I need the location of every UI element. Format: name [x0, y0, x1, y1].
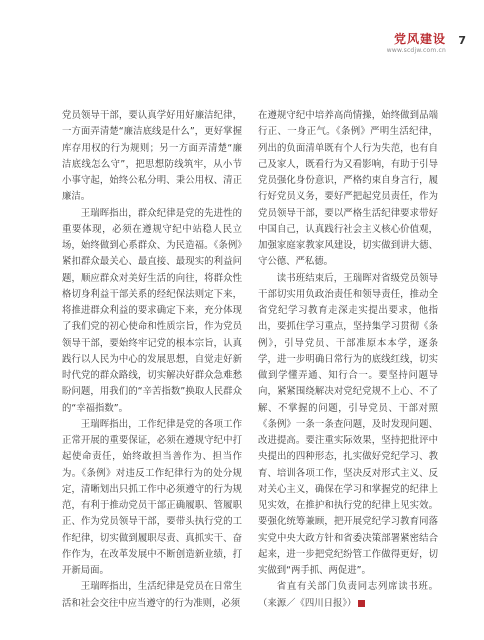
- left-column: [62, 108, 242, 612]
- paragraph: 读书班结束后，王瑞晖对省级党员领导干部切实用负政治责任和领导责任，推动全省党纪学习教育走深走实提出要求，他指出，要抓住学习重点，坚持集学习贯彻《条例》，引导党员、干部准原本本学，逐条学，进一步明确日常行为的底线红线，切实做到学懂弄通、知行合一。要坚持问题导向，紧紧围绕解决对党纪党规不上心、不了解、不掌握的问题，引导党员、干部对照《条例》一条一条查问题，及时发现问题、改进提高。要注重实际效果，坚持把批评中央提出的四种形态，扎实做好党纪学习、教育、培训各项工作，坚决反对形式主义、反对关心主义，确保在学习和掌握党的纪律上见实效，在推护和执行党的纪律上见实效。要强化统筹兼顾，把开展党纪学习教育同落实党中央大政方针和省委决策部署紧密结合起来，进一步把党纪纷管工作做得更好，切实做到“两手抓、两促进”。: [258, 272, 438, 576]
- end-mark-icon: [358, 600, 365, 607]
- magazine-url: www.scdjw.com.cn: [386, 47, 446, 54]
- paragraph: 党员领导干部，要认真学好用好廉洁纪律，一方面弄清楚“廉洁底线是什么”，更好掌握库存用权的行为规则；另一方面弄清楚“廉洁底线怎么守”，把思想防线筑牢，从小节小事守起，始终公私分明、秉公用权、清正廉洁。: [62, 110, 242, 203]
- page-number: 7: [458, 34, 466, 47]
- paragraph: 王瑞晖指出，群众纪律是党的先进性的重要体现，必须在遵规守纪中站稳人民立场，始终做到心系群众、为民造福。《条例》紧扣群众最关心、最直接、最现实的利益问题，顺应群众对美好生活的向往，将群众性格切身利益干部关系的经纪保法则定下来，将推进群众利益的要求确定下来，充分体现了我们党的初心使命和性质宗旨，作为党员领导干部，要始终牢记党的根本宗旨，认真践行以人民为中心的发展思想，自觉走好新时代党的群众路线，切实解决好群众急难愁盼问题，用我们的“辛苦指数”换取人民群众的“幸福指数”。: [62, 207, 242, 414]
- magazine-logo: 党风建设: [393, 32, 446, 46]
- paragraph: 王瑞晖指出，生活纪律是党员在日常生活和社会交往中应当遵守的行为准则，必须: [62, 581, 242, 609]
- paragraph: 在遵规守纪中培养高尚情操，始终做到品端行正、一身正气。《条例》严明生活纪律，列出的负面清单既有个人行为失范，也有自己及家人，既看行为又看影响，有助于引导党员强化身份意识，严格约束自身言行，履行好党员义务，要好严把起党员责任，作为党员领导干部，要以严格生活纪律要求带好中国自己，认真践行社会主义核心价值观，加强家庭家教家风建设，切实做到讲大德、守公德、严私德。: [258, 110, 438, 268]
- right-column: [258, 108, 438, 612]
- paragraph-text: 省直有关部门负责同志列席读书班。（来源／《四川日报》）: [258, 581, 438, 609]
- page-header: [0, 0, 484, 54]
- paragraph: 王瑞晖指出，工作纪律是党的各项工作正常开展的重要保证，必须在遵规守纪中打起使命责任，始终敢担当善作为、担当作为。《条例》对违反工作纪律行为的处分规定，清晰划出只抓工作中必须遵守的行为规范，有利于推动党员干部正确履职、管履职正、作为党员领导干部，要带头执行党的工作纪律，切实做到履职尽责、真抓实干、奋作作为，在改革发展中不断创造新业绩，打开新局面。: [62, 418, 242, 576]
- paragraph-final: [258, 579, 438, 612]
